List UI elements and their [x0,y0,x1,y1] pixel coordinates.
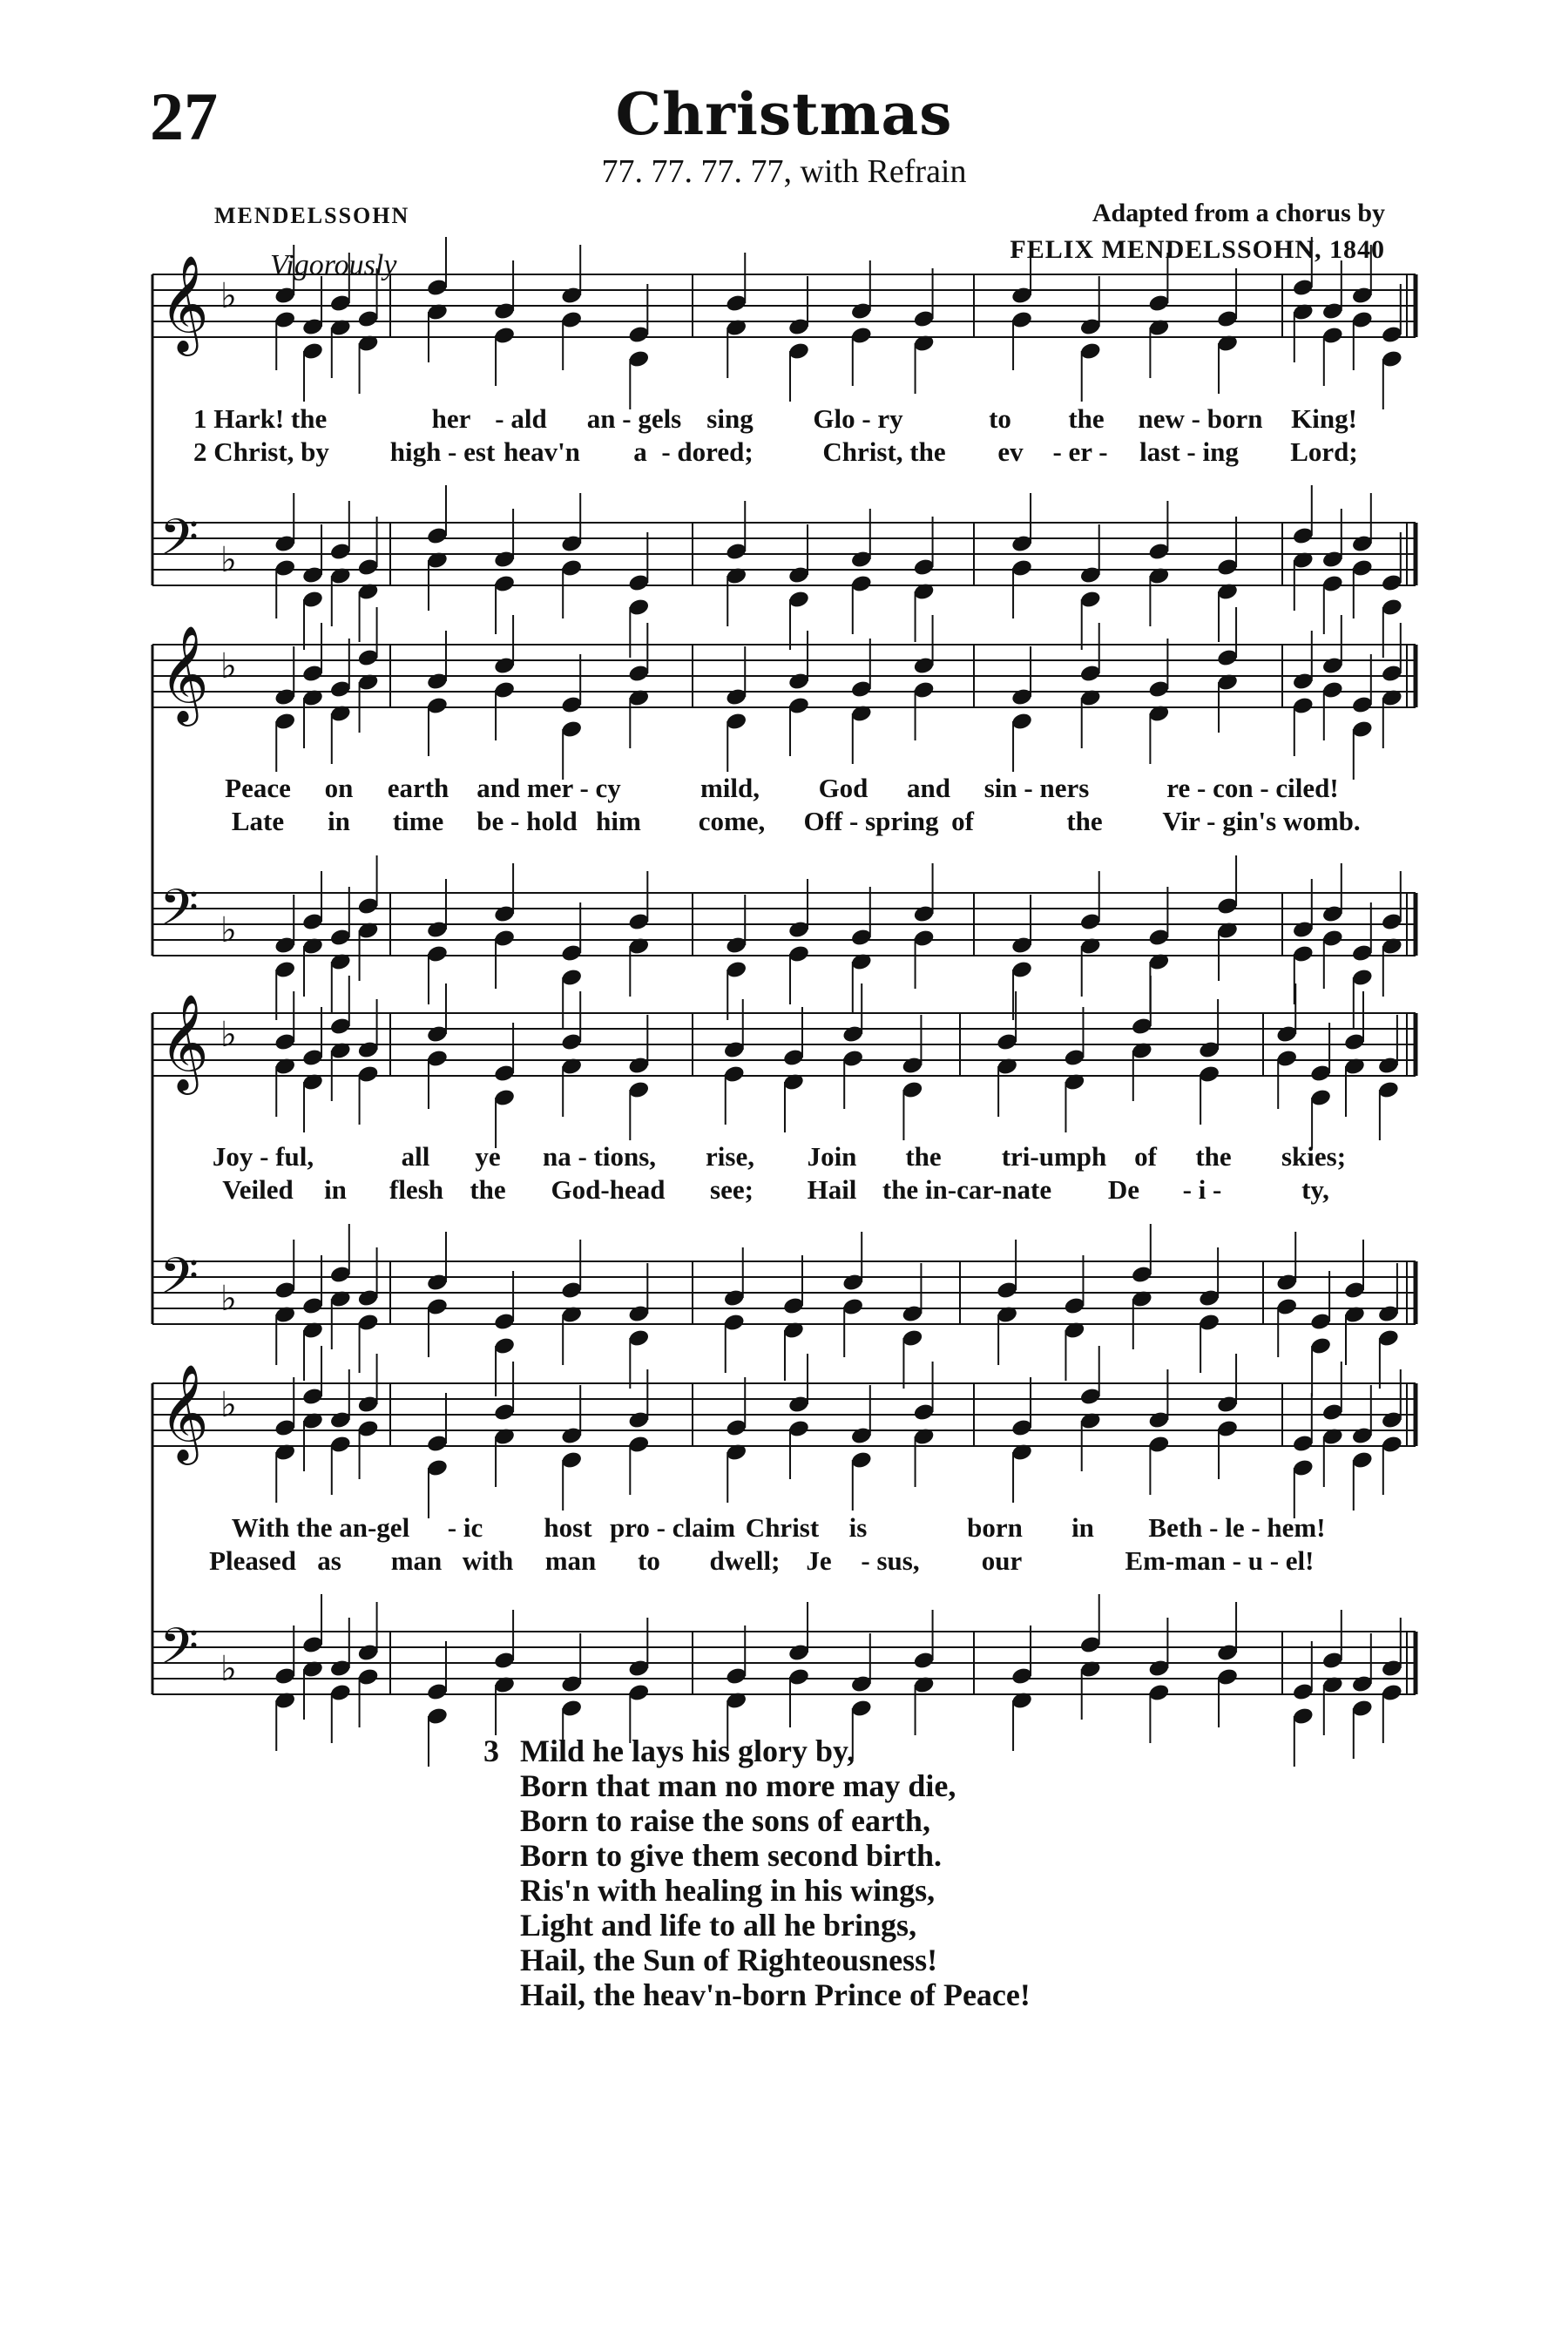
flat-key-signature-icon: ♭ [220,276,237,316]
flat-key-signature-icon: ♭ [220,1385,237,1425]
flat-key-signature-icon: ♭ [220,1015,237,1055]
lyric-syllable: as [317,1545,341,1576]
treble-clef-icon: 𝄞 [159,993,209,1091]
lyric-syllable: come, [698,806,766,836]
treble-clef-icon: 𝄞 [159,625,209,722]
lyric-row-system1-verse1 [0,403,1568,438]
lyric-syllable: Christ, the [822,436,946,467]
verse-line: Hail, the Sun of Righteousness! [520,1943,938,1977]
lyric-syllable: Peace [225,773,291,803]
lyric-syllable: heav'n [504,436,580,467]
lyric-syllable: Glo - ry [813,403,903,434]
lyric-syllable: the [1066,806,1103,836]
verse-line: Born to raise the sons of earth, [520,1803,930,1838]
lyric-syllable: rise, [706,1141,754,1172]
lyric-syllable: to [989,403,1011,434]
lyric-syllable: Veiled [222,1174,294,1205]
flat-key-signature-icon: ♭ [220,540,237,580]
flat-key-signature-icon: ♭ [220,1279,237,1319]
lyric-row-system3-verse2 [0,1174,1568,1209]
lyric-syllable: host [544,1512,592,1543]
flat-key-signature-icon: ♭ [220,1649,237,1689]
hymn-title: Christmas [615,80,953,148]
bass-clef-icon: 𝄢 [159,1247,199,1318]
bass-clef-icon: 𝄢 [159,878,199,950]
lyric-syllable: 2 Christ, by [193,436,329,467]
lyric-syllable: Lord; [1290,436,1358,467]
lyric-syllable: born [967,1512,1023,1543]
lyric-syllable: be - hold [476,806,578,836]
lyric-syllable: na - tions, [542,1141,657,1172]
lyric-syllable: in [328,806,350,836]
lyric-syllable: Christ [745,1512,820,1543]
lyric-syllable: God-head [551,1174,666,1205]
lyric-syllable: skies; [1281,1141,1347,1172]
lyric-syllable: time [392,806,444,836]
lyric-row-system4-verse2 [0,1545,1568,1580]
verse-line: Mild he lays his glory by, [520,1734,855,1768]
lyric-syllable: ev [997,436,1024,467]
verse-number: 3 [483,1734,499,1768]
lyric-syllable: and mer - cy [476,773,621,803]
lyric-syllable: the [1068,403,1105,434]
lyric-syllable: him [596,806,641,836]
treble-clef-icon: 𝄞 [159,1363,209,1461]
flat-key-signature-icon: ♭ [220,910,237,950]
lyric-syllable: God [818,773,868,803]
lyric-row-system1-verse2 [0,436,1568,471]
lyric-syllable: see; [710,1174,754,1205]
lyric-syllable: an - gels [586,403,682,434]
lyric-syllable: re - con - ciled! [1166,773,1339,803]
lyric-syllable: Off - spring [803,806,939,836]
lyric-syllable: the [905,1141,942,1172]
lyric-syllable: ye [475,1141,501,1172]
lyric-syllable: with [462,1545,514,1576]
verse-line: Light and life to all he brings, [520,1908,917,1943]
verse-line: Born that man no more may die, [520,1768,956,1803]
lyric-syllable: high - est [389,436,496,467]
lyric-syllable: all [401,1141,430,1172]
lyric-syllable: earth [387,773,449,803]
treble-clef-icon: 𝄞 [159,254,209,352]
lyric-syllable: With the an-gel [231,1512,410,1543]
composer-attribution: Adapted from a chorus by [1092,199,1385,227]
lyric-syllable: sing [706,403,754,434]
lyric-syllable: last - ing [1139,436,1239,467]
hymn-number: 27 [150,78,218,154]
lyric-row-system2-verse2 [0,806,1568,841]
lyric-syllable: - i - [1182,1174,1222,1205]
lyric-row-system2-verse1 [0,773,1568,808]
lyric-syllable: Beth - le - hem! [1148,1512,1326,1543]
lyric-syllable: and [907,773,950,803]
verse-line: Ris'n with healing in his wings, [520,1873,936,1908]
lyric-syllable: of [1134,1141,1157,1172]
lyric-syllable: tri-umph [1001,1141,1107,1172]
bass-clef-icon: 𝄢 [159,508,199,579]
lyric-syllable: in [324,1174,347,1205]
lyric-syllable: King! [1291,403,1357,434]
lyric-syllable: - sus, [861,1545,920,1576]
lyric-syllable: Pleased [209,1545,296,1576]
tempo-marking: Vigorously [270,249,397,281]
lyric-syllable: Joy - ful, [212,1141,314,1172]
lyric-syllable: the [470,1174,506,1205]
flat-key-signature-icon: ♭ [220,646,237,686]
lyric-syllable: the [1195,1141,1232,1172]
composer-name: FELIX MENDELSSOHN, 1840 [1010,235,1385,264]
lyric-syllable: man [390,1545,443,1576]
lyric-syllable: of [951,806,974,836]
lyric-syllable: Em-man - u - el! [1125,1545,1315,1576]
lyric-syllable: 1 Hark! the [193,403,328,434]
lyric-syllable: mild, [700,773,760,803]
lyric-syllable: the in-car-nate [882,1174,1052,1205]
lyric-syllable: new - born [1138,403,1263,434]
lyric-syllable: Hail [807,1174,857,1205]
lyric-syllable: - er - [1052,436,1108,467]
lyric-syllable: Vir - gin's womb. [1162,806,1361,836]
tune-name: MENDELSSOHN [214,203,410,228]
verse-line: Hail, the heav'n-born Prince of Peace! [520,1977,1031,2012]
lyric-syllable: Je [806,1545,832,1576]
lyric-syllable: Join [807,1141,857,1172]
lyric-syllable: pro - claim [609,1512,736,1543]
lyric-syllable: man [544,1545,597,1576]
lyric-syllable: Late [231,806,285,836]
lyric-row-system3-verse1 [0,1141,1568,1176]
meter-line: 77. 77. 77. 77, with Refrain [601,153,967,190]
lyric-syllable: - ic [447,1512,483,1543]
lyric-syllable: a [633,436,647,467]
verse-line: Born to give them second birth. [520,1838,942,1873]
lyric-syllable: ty, [1301,1174,1329,1205]
verse-3 [483,1734,1031,2012]
lyric-syllable: is [848,1512,868,1543]
lyric-syllable: her [431,403,471,434]
lyric-syllable: in [1071,1512,1094,1543]
lyric-syllable: - ald [495,403,547,434]
lyric-syllable: De [1107,1174,1140,1205]
bass-clef-icon: 𝄢 [159,1617,199,1688]
lyric-syllable: - dored; [661,436,754,467]
lyric-syllable: dwell; [709,1545,781,1576]
lyric-row-system4-verse1 [0,1512,1568,1547]
lyric-syllable: sin - ners [983,773,1090,803]
lyric-syllable: flesh [389,1174,443,1205]
lyric-syllable: on [324,773,354,803]
lyric-syllable: to [638,1545,660,1576]
lyric-syllable: our [981,1545,1023,1576]
